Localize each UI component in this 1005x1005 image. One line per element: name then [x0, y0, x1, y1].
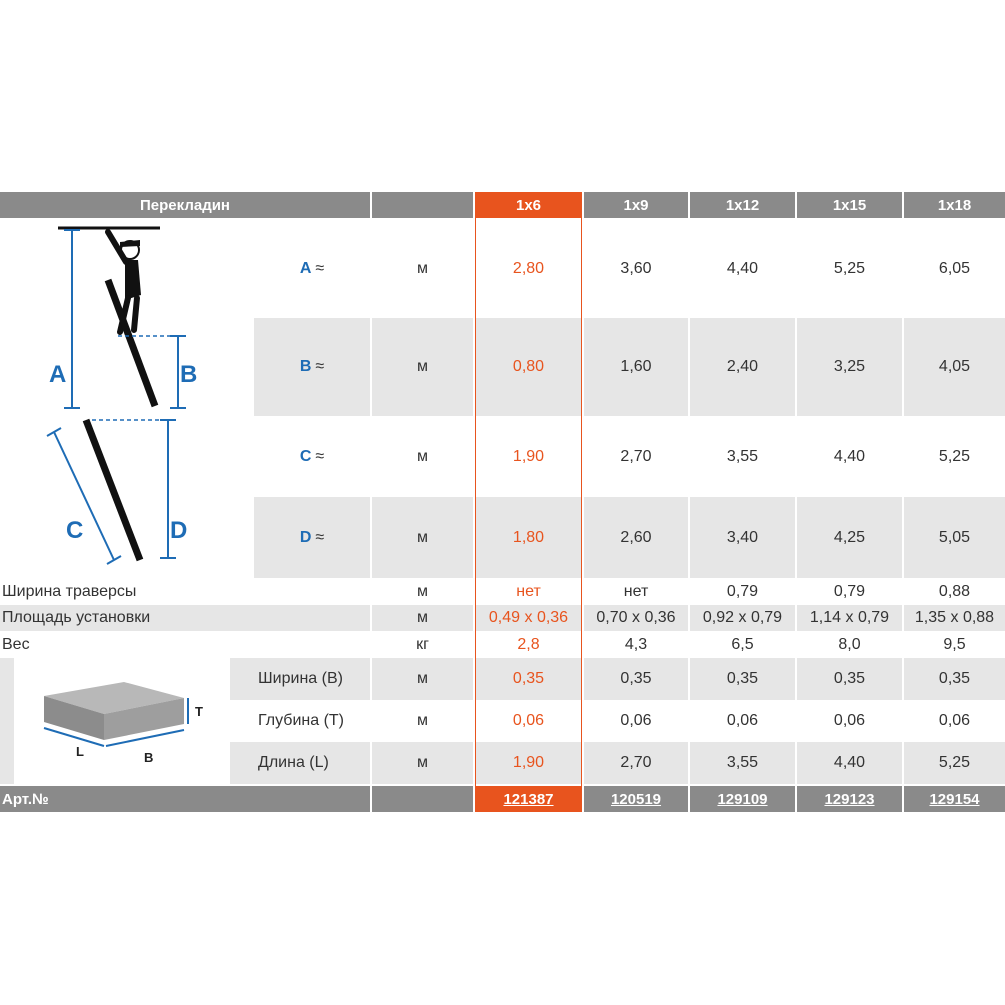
pack-label-length: Длина (L) — [258, 754, 329, 771]
pack-unit-width: м — [417, 670, 428, 687]
pack-length-1x15: 4,40 — [833, 754, 866, 771]
pack-depth-1x12: 0,06 — [726, 712, 759, 729]
pack-unit-depth: м — [417, 712, 428, 729]
spec-area-1x9: 0,70 x 0,36 — [596, 609, 676, 626]
article-1x9[interactable]: 120519 — [610, 790, 662, 808]
dim-c-1x18: 5,25 — [938, 447, 971, 465]
dim-label-a: A ≈ — [299, 260, 325, 277]
header-model-1x18: 1x18 — [904, 192, 1005, 218]
box-letter-b: B — [144, 750, 154, 765]
ladder-letter-d: D — [170, 517, 188, 544]
spec-traverse-1x18: 0,88 — [938, 582, 971, 600]
dim-c-1x9: 2,70 — [620, 447, 652, 465]
pack-unit-length: м — [417, 754, 428, 771]
spec-weight-1x9: 4,3 — [624, 635, 648, 653]
pack-width-1x12: 0,35 — [726, 670, 759, 687]
ladder-diagram-svg — [0, 220, 252, 578]
pack-width-1x9: 0,35 — [620, 670, 652, 687]
pack-width-1x15: 0,35 — [833, 670, 866, 687]
dim-d-1x12: 3,40 — [726, 528, 759, 546]
ladder-letter-b: B — [180, 361, 198, 388]
pack-depth-1x6: 0,06 — [512, 712, 545, 729]
spec-weight-1x6: 2,8 — [517, 635, 540, 653]
header-model-1x15: 1x15 — [797, 192, 902, 218]
article-link-1x6[interactable] — [475, 786, 582, 812]
pack-length-1x12: 3,55 — [726, 754, 759, 771]
spec-label-weight: Вес — [2, 635, 30, 653]
spec-weight-1x15: 8,0 — [838, 635, 861, 653]
spec-label-area: Площадь установки — [2, 609, 151, 626]
article-link-1x12[interactable] — [690, 786, 795, 812]
pack-depth-1x15: 0,06 — [833, 712, 866, 729]
header-model-1x12: 1x12 — [690, 192, 795, 218]
spec-label-traverse: Ширина траверсы — [2, 582, 137, 600]
spec-traverse-1x9: нет — [623, 582, 649, 600]
pack-length-1x9: 2,70 — [620, 754, 652, 771]
spec-weight-1x18: 9,5 — [943, 635, 966, 653]
dim-b-1x9: 1,60 — [620, 358, 652, 375]
article-1x18[interactable]: 129154 — [929, 790, 980, 808]
spec-unit-area: м — [417, 609, 428, 626]
article-1x15[interactable]: 129123 — [824, 790, 875, 808]
ladder-letter-c: C — [66, 517, 84, 544]
box-diagram-svg — [14, 658, 230, 784]
spec-unit-traverse: м — [417, 582, 428, 600]
dim-label-d: D ≈ — [299, 528, 325, 546]
pack-depth-1x18: 0,06 — [938, 712, 971, 729]
spec-traverse-1x15: 0,79 — [833, 582, 866, 600]
pack-depth-1x9: 0,06 — [620, 712, 652, 729]
dim-unit-a: м — [417, 260, 428, 277]
dim-d-1x18: 5,05 — [938, 528, 971, 546]
dim-unit-c: м — [417, 447, 428, 465]
spec-traverse-1x6: нет — [516, 582, 541, 600]
pack-width-1x18: 0,35 — [938, 670, 971, 687]
dim-d-1x6: 1,80 — [512, 528, 545, 546]
article-link-1x9[interactable] — [584, 786, 688, 812]
dim-unit-d: м — [417, 528, 428, 546]
dim-b-1x18: 4,05 — [938, 358, 971, 375]
spec-area-1x18: 1,35 x 0,88 — [914, 609, 995, 626]
dim-a-1x15: 5,25 — [833, 260, 866, 277]
pack-label-width: Ширина (B) — [258, 670, 343, 687]
article-1x6[interactable]: 121387 — [503, 790, 554, 808]
article-link-1x15[interactable] — [797, 786, 902, 812]
spec-table — [0, 192, 1005, 812]
dim-b-1x12: 2,40 — [726, 358, 759, 375]
spec-traverse-1x12: 0,79 — [726, 582, 759, 600]
box-diagram — [14, 658, 230, 784]
pack-length-1x6: 1,90 — [512, 754, 545, 771]
dim-c-line — [54, 432, 114, 560]
spec-area-1x12: 0,92 x 0,79 — [702, 609, 783, 626]
footer-label: Арт.№ — [0, 786, 370, 812]
dim-a-1x9: 3,60 — [620, 260, 652, 277]
pack-length-1x18: 5,25 — [938, 754, 971, 771]
dim-c-1x6: 1,90 — [512, 447, 545, 465]
header-label: Перекладин — [0, 192, 370, 218]
dim-c-1x15: 4,40 — [833, 447, 866, 465]
article-1x12[interactable]: 129109 — [717, 790, 768, 808]
spec-area-1x6: 0,49 x 0,36 — [488, 609, 569, 626]
dim-a-1x18: 6,05 — [938, 260, 971, 277]
spec-weight-1x12: 6,5 — [731, 635, 754, 653]
dim-b-1x15: 3,25 — [833, 358, 866, 375]
dim-unit-b: м — [417, 358, 428, 375]
dim-d-1x15: 4,25 — [833, 528, 866, 546]
dim-b-1x6: 0,80 — [512, 358, 545, 375]
ladder-lower — [86, 420, 140, 560]
footer-blank — [372, 786, 473, 812]
dim-a-1x12: 4,40 — [726, 260, 759, 277]
ladder-letter-a: A — [49, 361, 67, 388]
box-letter-t: T — [195, 704, 203, 719]
dim-a-1x6: 2,80 — [512, 260, 545, 277]
dim-label-c: C ≈ — [299, 447, 325, 465]
ladder-upper — [108, 280, 155, 406]
dim-label-b: B ≈ — [299, 358, 325, 375]
pack-label-depth: Глубина (T) — [258, 712, 344, 729]
pack-width-1x6: 0,35 — [512, 670, 545, 687]
header-model-1x9: 1x9 — [584, 192, 688, 218]
header-model-1x6: 1x6 — [475, 192, 582, 218]
spec-unit-weight: кг — [416, 635, 429, 653]
box-letter-l: L — [76, 744, 84, 759]
header-blank — [372, 192, 473, 218]
spec-area-1x15: 1,14 x 0,79 — [809, 609, 890, 626]
article-link-1x18[interactable] — [904, 786, 1005, 812]
ladder-diagram — [0, 220, 252, 578]
dim-d-1x9: 2,60 — [620, 528, 652, 546]
dim-c-1x12: 3,55 — [726, 447, 759, 465]
